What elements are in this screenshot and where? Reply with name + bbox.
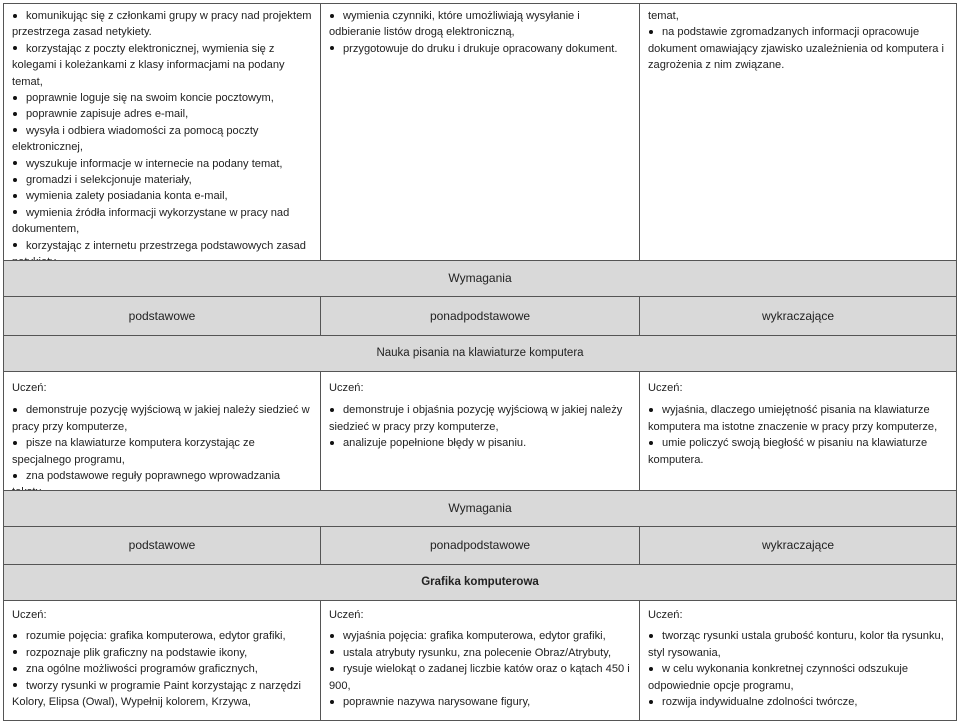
list-item: w celu wykonania konkretnej czynności odszukuje odpowiednie opcje programu,: [648, 661, 950, 694]
list-item: korzystając z poczty elektronicznej, wymienia się z kolegami i koleżankami z klasy informacjami na podany temat,: [12, 41, 314, 90]
list-item: rozumie pojęcia: grafika komputerowa, edytor grafiki,: [12, 628, 314, 644]
student-heading: Uczeń:: [329, 382, 364, 394]
list-item: demonstruje i objaśnia pozycję wyjściową w jakiej należy siedzieć w pracy przy komputerze,: [329, 402, 633, 435]
list-item: wyjaśnia, dlaczego umiejętność pisania na klawiaturze komputera ma istotne znaczenie w pracy przy komputerze,: [648, 402, 950, 435]
student-heading: Uczeń:: [12, 382, 47, 394]
level-basic-header: podstawowe: [3, 526, 321, 565]
list-item: wymienia źródła informacji wykorzystane w pracy nad dokumentem,: [12, 205, 314, 238]
list-item-continuation: temat,: [648, 10, 679, 22]
list-item: tworzy rysunki w programie Paint korzystając z narzędzi Kolory, Elipsa (Owal), Wypełnij kolorem, Krzywa,: [12, 678, 314, 711]
list-item: gromadzi i selekcjonuje materiały,: [12, 172, 314, 188]
section-1-advanced: [639, 371, 957, 491]
list-item: pisze na klawiaturze komputera korzystając ze specjalnego programu,: [12, 435, 314, 468]
list-item: zna podstawowe reguły poprawnego wprowadzania: [12, 468, 314, 501]
list-item: wymienia czynniki, które umożliwiają wysyłanie i odbieranie listów drogą elektroniczną,: [329, 8, 633, 41]
level-extended-header: ponadpodstawowe: [320, 296, 640, 336]
top-cell-basic: [3, 3, 321, 261]
student-heading: Uczeń:: [12, 609, 47, 621]
list-item: poprawnie zapisuje adres e-mail,: [12, 106, 314, 122]
list-item: rozwija indywidualne zdolności twórcze,: [648, 694, 950, 710]
top-cell-advanced: [639, 3, 957, 261]
requirements-header: Wymagania: [3, 260, 957, 297]
section-title: Grafika komputerowa: [3, 564, 957, 601]
level-advanced-header: wykraczające: [639, 296, 957, 336]
list-item: rozpoznaje plik graficzny na podstawie ikony,: [12, 645, 314, 661]
list-item: przygotowuje do druku i drukuje opracowany dokument.: [329, 41, 633, 57]
student-heading: Uczeń:: [329, 609, 364, 621]
list-item: zna ogólne możliwości programów graficznych,: [12, 661, 314, 677]
list-item: rysuje wielokąt o zadanej liczbie katów oraz o kątach 450 i 900,: [329, 661, 633, 694]
list-item: korzystając z internetu przestrzega podstawowych zasad: [12, 238, 314, 271]
list-item: tworząc rysunki ustala grubość konturu, kolor tła rysunku, styl rysowania,: [648, 628, 950, 661]
list-item: wyszukuje informacje w internecie na podany temat,: [12, 156, 314, 172]
section-title: Nauka pisania na klawiaturze komputera: [3, 335, 957, 372]
top-cell-extended: [320, 3, 640, 261]
section-2-advanced: [639, 600, 957, 721]
student-heading: Uczeń:: [648, 382, 683, 394]
list-item: ustala atrybuty rysunku, zna polecenie Obraz/Atrybuty,: [329, 645, 633, 661]
list-item: poprawnie loguje się na swoim koncie pocztowym,: [12, 90, 314, 106]
list-item: wysyła i odbiera wiadomości za pomocą poczty elektronicznej,: [12, 123, 314, 156]
level-basic-header: podstawowe: [3, 296, 321, 336]
section-1-extended: [320, 371, 640, 491]
list-item: poprawnie nazywa narysowane figury,: [329, 694, 633, 710]
list-item: wymienia zalety posiadania konta e-mail,: [12, 188, 314, 204]
level-advanced-header: wykraczające: [639, 526, 957, 565]
list-item: umie policzyć swoją biegłość w pisaniu na klawiaturze komputera.: [648, 435, 950, 468]
list-item: analizuje popełnione błędy w pisaniu.: [329, 435, 633, 451]
list-item: na podstawie zgromadzanych informacji opracowuje dokument omawiający zjawisko uzależnienia od komputera i zagrożenia z nim związane.: [648, 24, 950, 73]
list-item: komunikując się z członkami grupy w pracy nad projektem przestrzega zasad netykiety.: [12, 8, 314, 41]
student-heading: Uczeń:: [648, 609, 683, 621]
section-2-extended: [320, 600, 640, 721]
list-item: demonstruje pozycję wyjściową w jakiej należy siedzieć w pracy przy komputerze,: [12, 402, 314, 435]
section-1-basic: [3, 371, 321, 491]
requirements-header: Wymagania: [3, 490, 957, 527]
level-extended-header: ponadpodstawowe: [320, 526, 640, 565]
section-2-basic: [3, 600, 321, 721]
list-item: wyjaśnia pojęcia: grafika komputerowa, edytor grafiki,: [329, 628, 633, 644]
